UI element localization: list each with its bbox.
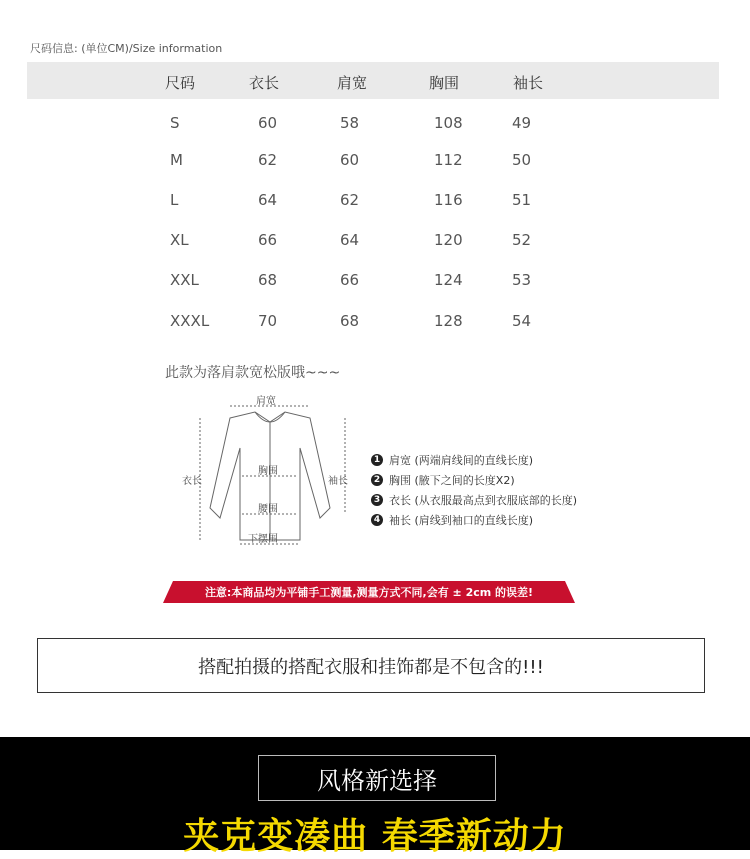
- cell-shoulder: 62: [340, 191, 360, 209]
- cell-shoulder: 64: [340, 231, 360, 249]
- cell-size: XL: [170, 231, 189, 249]
- cell-chest: 120: [434, 231, 463, 249]
- size-caption: 尺码信息: (单位CM)/Size information: [30, 42, 223, 55]
- cell-size: M: [170, 151, 183, 169]
- cell-size: S: [170, 114, 180, 132]
- diagram-label-chest: 胸围: [258, 466, 278, 477]
- cell-sleeve: 54: [512, 312, 532, 330]
- notice-text: 搭配拍摄的搭配衣服和挂饰都是不包含的!!!: [198, 656, 544, 678]
- cell-length: 62: [258, 151, 278, 169]
- promo-slogan: 夹克变凑曲 春季新动力: [183, 816, 567, 857]
- legend-text: 胸围 (腋下之间的长度X2): [389, 474, 515, 487]
- legend-item-length: [371, 492, 577, 508]
- diagram-label-waist: 腰围: [258, 504, 278, 515]
- cell-length: 68: [258, 271, 278, 289]
- garment-measurement-diagram: [170, 388, 370, 558]
- legend-item-chest: [371, 472, 515, 488]
- warning-text: 注意:本商品均为平铺手工测量,测量方式不同,会有 ± 2cm 的误差!: [204, 586, 534, 599]
- cell-chest: 108: [434, 114, 463, 132]
- cell-size: L: [170, 191, 179, 209]
- legend-number: 3: [371, 494, 383, 506]
- cell-sleeve: 49: [512, 114, 532, 132]
- legend-text: 肩宽 (两端肩线间的直线长度): [389, 454, 534, 467]
- legend-item-shoulder: [371, 452, 533, 468]
- size-table-header-bar: [27, 62, 719, 99]
- header-shoulder: 肩宽: [337, 74, 368, 92]
- cell-shoulder: 66: [340, 271, 360, 289]
- cell-size: XXL: [170, 271, 199, 289]
- legend-text: 袖长 (肩线到袖口的直线长度): [389, 514, 534, 527]
- legend-number: 2: [371, 474, 383, 486]
- fit-note: 此款为落肩款宽松版哦~~~: [165, 365, 341, 381]
- diagram-label-hem: 下摆围: [248, 534, 278, 545]
- cell-length: 64: [258, 191, 278, 209]
- cell-sleeve: 50: [512, 151, 532, 169]
- legend-number: 1: [371, 454, 383, 466]
- cell-shoulder: 68: [340, 312, 360, 330]
- notice-box: [37, 638, 705, 693]
- cell-shoulder: 58: [340, 114, 360, 132]
- style-title-box: [258, 755, 496, 801]
- header-chest: 胸围: [429, 74, 460, 92]
- cell-chest: 128: [434, 312, 463, 330]
- cell-chest: 116: [434, 191, 463, 209]
- cell-sleeve: 51: [512, 191, 532, 209]
- header-length: 衣长: [249, 74, 280, 92]
- cell-chest: 124: [434, 271, 463, 289]
- diagram-label-sleeve: 袖长: [328, 476, 348, 487]
- cell-shoulder: 60: [340, 151, 360, 169]
- cell-sleeve: 53: [512, 271, 532, 289]
- cell-chest: 112: [434, 151, 463, 169]
- cell-length: 66: [258, 231, 278, 249]
- header-size: 尺码: [165, 74, 196, 92]
- cell-length: 70: [258, 312, 278, 330]
- cell-size: XXXL: [170, 312, 210, 330]
- legend-item-sleeve: [371, 512, 533, 528]
- cell-length: 60: [258, 114, 278, 132]
- diagram-label-shoulder: 肩宽: [256, 396, 276, 407]
- header-sleeve: 袖长: [513, 74, 544, 92]
- style-title: 风格新选择: [317, 766, 437, 795]
- cell-sleeve: 52: [512, 231, 532, 249]
- legend-text: 衣长 (从衣服最高点到衣服底部的长度): [389, 494, 578, 507]
- legend-number: 4: [371, 514, 383, 526]
- diagram-label-length: 衣长: [182, 476, 202, 487]
